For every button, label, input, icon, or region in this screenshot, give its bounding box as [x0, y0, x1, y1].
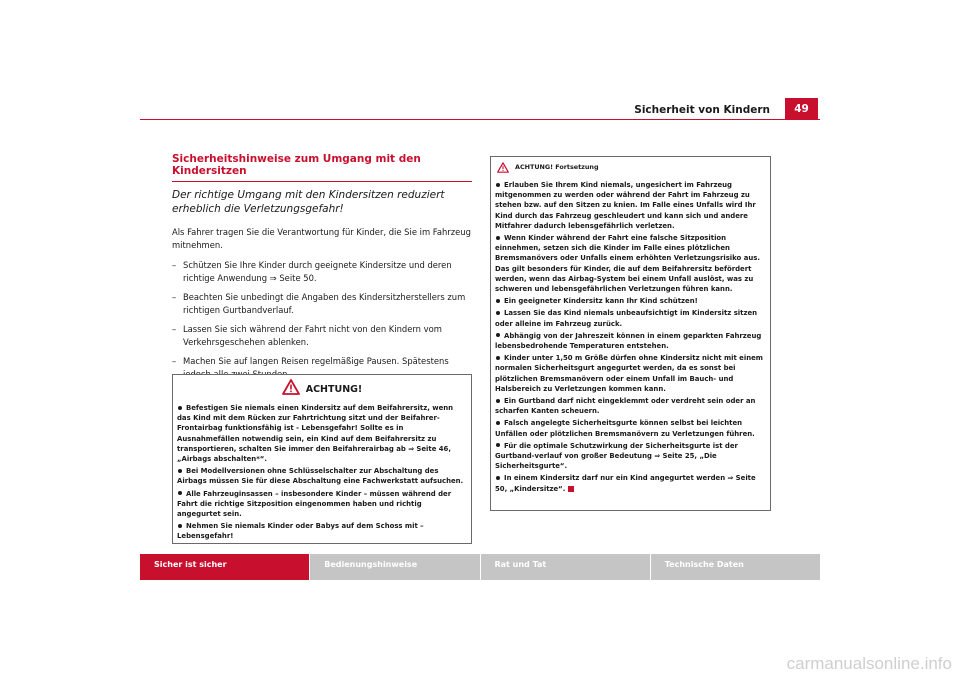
warning-label: ACHTUNG!	[305, 383, 363, 395]
section-heading: Sicherheitshinweise zum Umgang mit den Kindersitzen	[172, 153, 472, 182]
header-rule	[140, 119, 820, 120]
list-item: Ein geeigneter Kindersitz kann Ihr Kind schützen!	[495, 296, 766, 306]
watermark-text: carmanualsonline.info	[786, 654, 952, 673]
page-number-badge: 49	[785, 98, 818, 120]
bullet-dot-icon	[496, 399, 500, 403]
list-item: Ein Gurtband darf nicht eingeklemmt oder verdreht sein oder an scharfen Kanten scheuern.	[495, 397, 756, 416]
warning-box-continued	[490, 156, 771, 511]
bullet-dot-icon	[496, 183, 500, 187]
footer-nav	[140, 554, 820, 580]
page-header-title: Sicherheit von Kindern	[634, 104, 770, 116]
section-subheading: Der richtige Umgang mit den Kindersitzen reduziert erheblich die Verletzungsgefahr!	[172, 189, 445, 215]
bullet-dot-icon	[496, 356, 500, 360]
list-item: In einem Kindersitz darf nur ein Kind angegurtet werden ⇒ Seite 50, „Kindersitze“.	[495, 474, 756, 493]
bullet-dot-icon	[496, 421, 500, 425]
tab-rat-und-tat[interactable]: Rat und Tat	[480, 554, 650, 580]
list-item: Falsch angelegte Sicherheitsgurte können selbst bei leichten Unfällen oder plötzlichen Bremsmanövern zu Verletzungen führen.	[495, 419, 755, 438]
tab-sicher-ist-sicher[interactable]: Sicher ist sicher	[140, 554, 309, 580]
bullet-dot-icon	[496, 236, 500, 240]
instruction-list	[172, 259, 472, 380]
list-item: – Beachten Sie unbedingt die Angaben des Kindersitzherstellers zum richtigen Gurtbandverlauf.	[172, 291, 472, 316]
bullet-dot-icon	[178, 491, 182, 495]
list-item: Kinder unter 1,50 m Größe dürfen ohne Kindersitz nicht mit einem normalen Sicherheitsgurt angegurtet werden, da es sonst bei plötzlichen Bremsmanövern oder einem Unfall im Bauch- und Halsbereich zu Verletzungen kommen kann.	[495, 354, 763, 393]
list-item: – Machen Sie auf langen Reisen regelmäßige Pausen. Spätestens	[172, 355, 472, 380]
bullet-dot-icon	[496, 311, 500, 315]
bullet-dot-icon	[496, 299, 500, 303]
tab-bedienungshinweise[interactable]: Bedienungshinweise	[309, 554, 479, 580]
list-item: Lassen Sie das Kind niemals unbeaufsichtigt im Kindersitz sitzen oder alleine im Fahrzeug zurück.	[495, 309, 758, 328]
list-item: Erlauben Sie Ihrem Kind niemals, ungesichert im Fahrzeug mitgenommen zu werden oder während der Fahrt im Fahrzeug zu stehen bzw. auf den Sitzen zu knien. Im Falle eines Unfalls wird Ihr Kind durch das Fahrzeug geschleudert und kann sich und andere Mitfahrer dadurch lebensgefährlich verletzen.	[495, 181, 756, 230]
bullet-dot-icon	[178, 406, 182, 410]
warning-box	[172, 374, 472, 544]
tab-technische-daten[interactable]: Technische Daten	[650, 554, 820, 580]
warning-label: ACHTUNG! Fortsetzung	[515, 163, 599, 171]
intro-paragraph: Als Fahrer tragen Sie die Verantwortung für Kinder, die Sie im Fahrzeug mitnehmen.	[172, 227, 471, 250]
warning-header	[491, 157, 770, 174]
list-item: – Lassen Sie sich während der Fahrt nicht von den Kindern vom Verkehrsgeschehen ablenken.	[172, 323, 472, 348]
bullet-dot-icon	[496, 333, 500, 337]
list-item: Alle Fahrzeuginsassen – insbesondere Kinder – müssen während der Fahrt die richtige Sitzposition eingenommen haben und richtig angegurtet sein.	[177, 489, 452, 519]
warning-triangle-icon	[282, 379, 300, 399]
list-item: Für die optimale Schutzwirkung der Sicherheitsgurte ist der Gurtband-verlauf von großer Bedeutung ⇒ Seite 25, „Die Sicherheitsgurte“.	[495, 441, 738, 471]
warning-bullet-list	[491, 174, 770, 494]
warning-bullet-list	[173, 400, 471, 542]
bullet-dot-icon	[496, 476, 500, 480]
list-item: Bei Modellversionen ohne Schlüsselschalter zur Abschaltung des Airbags müssen Sie für diese Abschaltung eine Fachwerkstatt aufsuchen.	[177, 467, 464, 486]
list-item: Befestigen Sie niemals einen Kindersitz auf dem Beifahrersitz, wenn das Kind mit dem Rücken zur Fahrtrichtung sitzt und der Beifahrer-Frontairbag funktionsfähig ist - Lebensgefahr! Sollte es in Ausnahmefällen notwendig sein, ein Kind auf dem Beifahrersitz zu transportieren, schalten Sie immer den Beifahrerairbag ab ⇒ Seite 46, „Airbags abschalten*“.	[177, 404, 454, 464]
list-item: – Schützen Sie Ihre Kinder durch geeignete Kindersitze und deren richtige Anwendung ⇒ Seite 50.	[172, 259, 472, 284]
bullet-dot-icon	[178, 469, 182, 473]
warning-triangle-icon	[497, 158, 509, 177]
list-item: Wenn Kinder während der Fahrt eine falsche Sitzposition einnehmen, setzen sich die Kinder im Falle eines plötzlichen Bremsmanövers oder Unfalls einem erhöhten Verletzungsrisiko aus. Das gilt besonders für Kinder, die auf dem Beifahrersitz befördert werden, wenn das Airbag-System bei einem Unfall auslöst, was zu schweren und lebensgefährlichen Verletzungen führen kann.	[495, 234, 760, 294]
list-item: Abhängig von der Jahreszeit können in einem geparkten Fahrzeug lebensbedrohende Temperaturen entstehen.	[495, 331, 762, 351]
bullet-dot-icon	[178, 524, 182, 528]
end-of-section-icon	[568, 486, 574, 492]
warning-header	[173, 378, 471, 400]
left-column	[172, 153, 472, 387]
bullet-dot-icon	[496, 443, 500, 447]
list-item: Nehmen Sie niemals Kinder oder Babys auf dem Schoss mit – Lebensgefahr!	[177, 522, 424, 541]
